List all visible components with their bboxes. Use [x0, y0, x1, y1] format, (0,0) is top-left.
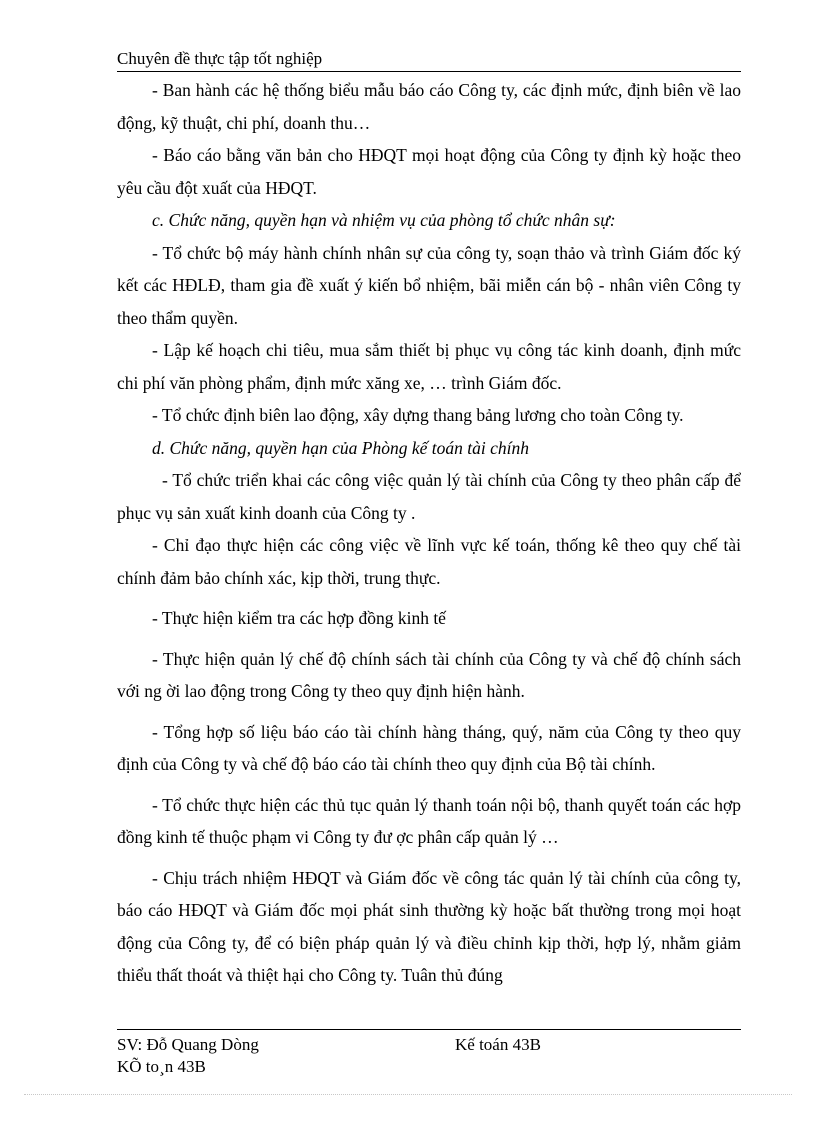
paragraph-11: - Tổ chức thực hiện các thủ tục quản lý thanh toán nội bộ, thanh quyết toán các hợp đồng kinh tế thuộc phạm vi Công ty đư ợc phân cấp quản lý …	[117, 794, 741, 847]
footer-class-garbled: KÕ to¸n 43B	[117, 1057, 206, 1076]
footer-student-name: SV: Đỗ Quang Dòng	[117, 1035, 259, 1054]
section-heading-c: c. Chức năng, quyền hạn và nhiệm vụ của phòng tổ chức nhân sự:	[152, 210, 616, 230]
paragraph-10: - Tổng hợp số liệu báo cáo tài chính hàng tháng, quý, năm của Công ty theo quy định của Công ty và chế độ báo cáo tài chính theo quy định của Bộ tài chính.	[117, 721, 741, 774]
paragraph-6: - Tổ chức triển khai các công việc quản lý tài chính của Công ty theo phân cấp để phục vụ sản xuất kinh doanh của Công ty .	[117, 470, 741, 523]
section-heading-d: d. Chức năng, quyền hạn của Phòng kế toán tài chính	[152, 437, 529, 458]
page-header-title: Chuyên đề thực tập tốt nghiệp	[117, 49, 323, 68]
paragraph-3: - Tổ chức bộ máy hành chính nhân sự của công ty, soạn thảo và trình Giám đốc ký kết các HĐLĐ, tham gia đề xuất ý kiến bổ nhiệm, bãi miễn cán bộ - nhân viên Công ty theo thẩm quyền.	[117, 242, 741, 328]
paragraph-1: - Ban hành các hệ thống biểu mẫu báo cáo Công ty, các định mức, định biên về lao động, kỹ thuật, chi phí, doanh thu…	[117, 80, 741, 133]
footer-class: Kế toán 43B	[455, 1035, 541, 1054]
paragraph-4: - Lập kế hoạch chi tiêu, mua sắm thiết bị phục vụ công tác kinh doanh, định mức chi phí văn phòng phẩm, định mức xăng xe, … trình Giám đốc.	[117, 340, 741, 393]
paragraph-2: - Báo cáo bằng văn bản cho HĐQT mọi hoạt động của Công ty định kỳ hoặc theo yêu cầu đột xuất của HĐQT.	[117, 145, 741, 198]
paragraph-7: - Chỉ đạo thực hiện các công việc về lĩnh vực kế toán, thống kê theo quy chế tài chính đảm bảo chính xác, kịp thời, trung thực.	[117, 535, 741, 588]
page-edge-line	[24, 1094, 792, 1095]
header-rule	[117, 71, 741, 72]
paragraph-9: - Thực hiện quản lý chế độ chính sách tài chính của Công ty và chế độ chính sách với ng ời lao động trong Công ty theo quy định hiện hành.	[117, 648, 741, 701]
paragraph-12: - Chịu trách nhiệm HĐQT và Giám đốc về công tác quản lý tài chính của công ty, báo cáo HĐQT và Giám đốc mọi phát sinh thường kỳ hoặc bất thường trong mọi hoạt động của Công ty, để có biện pháp quản lý và điều chỉnh kịp thời, hợp lý, nhằm giảm thiểu thất thoát và thiệt hại cho Công ty. Tuân thủ đúng	[117, 867, 741, 985]
document-body	[117, 74, 741, 992]
footer-rule	[117, 1029, 741, 1030]
paragraph-8: - Thực hiện kiểm tra các hợp đồng kinh tế	[152, 608, 446, 628]
paragraph-5: - Tổ chức định biên lao động, xây dựng thang bảng lương cho toàn Công ty.	[152, 405, 684, 425]
